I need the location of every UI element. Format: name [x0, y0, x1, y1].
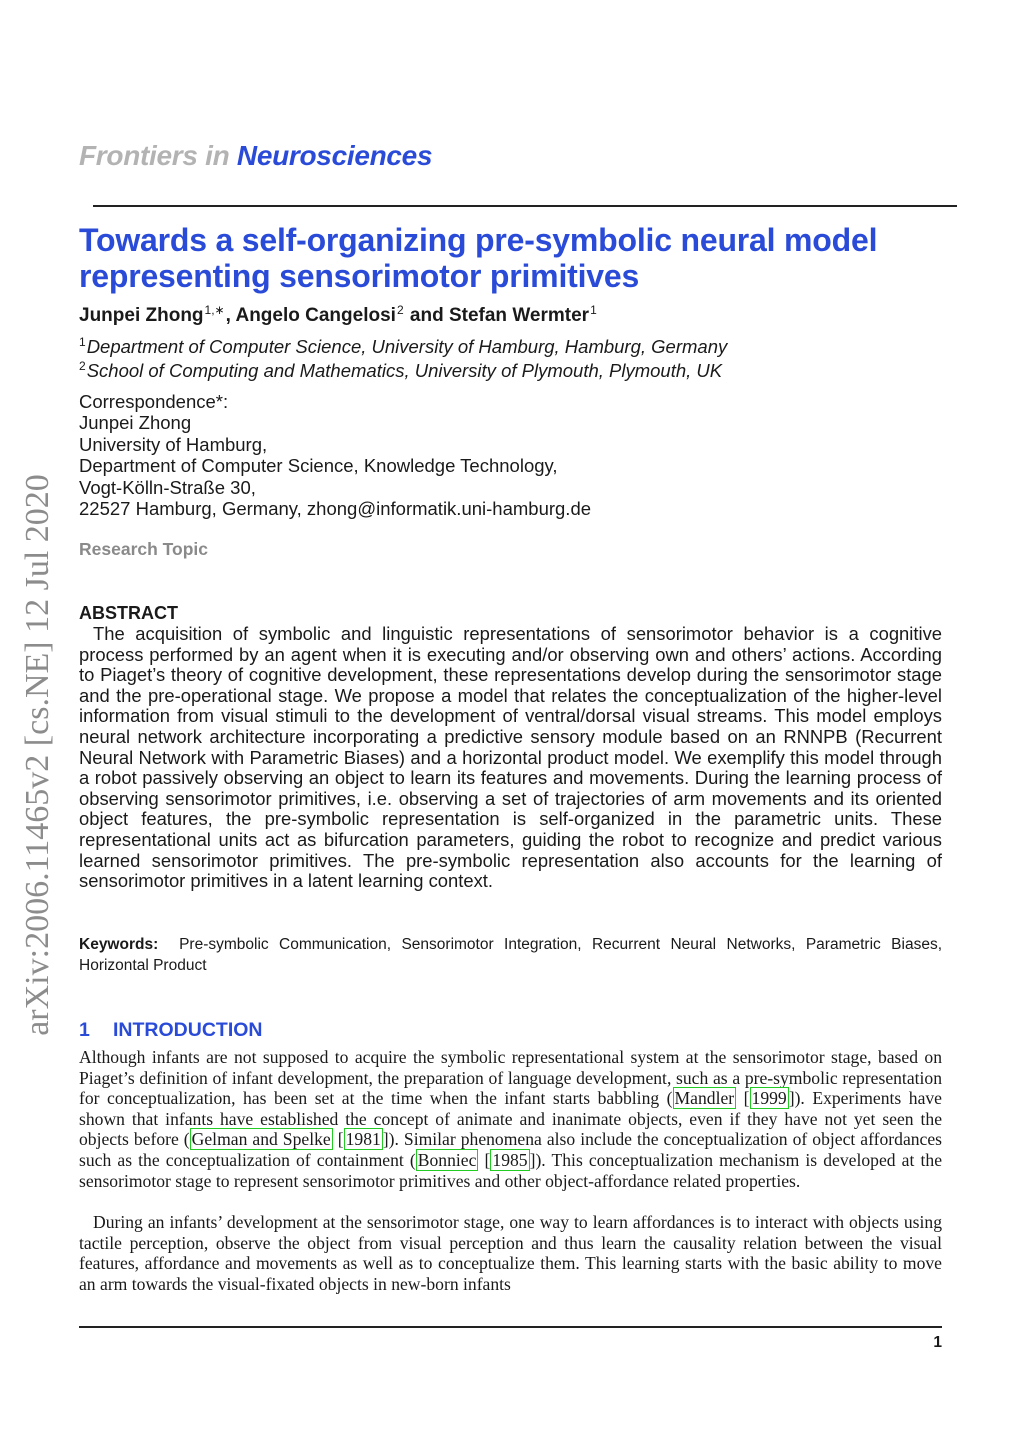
- keywords-text: Pre-symbolic Communication, Sensorimotor Integration, Recurrent Neural Networks, Parametric Biases, Horizontal Product: [79, 936, 942, 974]
- citation-link[interactable]: Bonniec: [417, 1149, 477, 1170]
- author-list: [79, 303, 598, 327]
- correspondence-block: [79, 391, 591, 519]
- author-affiliation-mark: 2: [396, 303, 404, 317]
- paragraph-text: ). This conceptualization mechanism is developed at the sensorimotor stage to represent sensorimotor primitives and other object-affordance related properties.: [79, 1149, 943, 1191]
- citation-year-link[interactable]: 1985: [492, 1149, 528, 1170]
- header-rule: [93, 205, 957, 207]
- page-number: 1: [933, 1334, 942, 1351]
- section-heading: [79, 1019, 263, 1042]
- section-number: 1: [79, 1019, 90, 1041]
- author-affiliation-mark: 1,∗: [204, 303, 225, 317]
- correspondence-line: Department of Computer Science, Knowledge Technology,: [79, 455, 558, 477]
- affiliation-text: Department of Computer Science, University of Hamburg, Hamburg, Germany: [86, 336, 728, 357]
- author-separator: and: [404, 305, 449, 326]
- citation-link[interactable]: Gelman and Spelke: [191, 1129, 331, 1150]
- journal-prefix: Frontiers in: [79, 140, 230, 171]
- abstract-heading: ABSTRACT: [79, 603, 178, 623]
- author-name: Angelo Cangelosi: [235, 305, 396, 326]
- correspondence-line: 22527 Hamburg, Germany, zhong@informatik.uni-hamburg.de: [79, 498, 592, 520]
- affiliation-number: 1: [79, 335, 86, 349]
- paragraph-text: ). Experiments have shown that infants have established the concept of animate and inanimate objects, even if they have not yet seen the objects before (: [79, 1088, 942, 1150]
- author-affiliation-mark: 1: [590, 303, 597, 317]
- journal-name: [79, 140, 432, 172]
- abstract-text: The acquisition of symbolic and linguistic representations of sensorimotor behavior is a cognitive process performed by an agent when it is executing and/or observing own and others’ actions. According to Piaget’s theory of cognitive development, these representations develop during the sensorimotor stage and the pre-operational stage. We propose a model that relates the conceptualization of the higher-level information from visual stimuli to the development of ventral/dorsal visual streams. This model employs neural network architecture incorporating a predictive sensory module based on an RNNPB (Recurrent Neural Network with Parametric Biases) and a horizontal product model. We exemplify this model through a robot passively observing an object to learn its features and movements. During the learning process of observing sensorimotor primitives, i.e. observing a set of trajectories of arm movements and its oriented object features, the pre-symbolic representation is self-organized in the parametric units. These representational units act as bifurcation parameters, guiding the robot to recognize and predict various learned sensorimotor primitives. The pre-symbolic representation also accounts for the learning of sensorimotor primitives in a latent learning context.: [79, 623, 942, 892]
- paper-title: Towards a self-organizing pre-symbolic neural model representing sensorimotor primitives: [79, 222, 878, 294]
- author-separator: ,: [225, 305, 236, 326]
- affiliation: [79, 359, 722, 382]
- section-title: INTRODUCTION: [113, 1019, 263, 1041]
- affiliation-number: 2: [79, 359, 86, 373]
- correspondence-line: Junpei Zhong: [79, 412, 192, 434]
- correspondence-label: Correspondence*:: [79, 391, 229, 412]
- research-topic: Research Topic: [79, 539, 209, 559]
- citation-year-link[interactable]: 1999: [751, 1088, 787, 1109]
- paragraph-text: Although infants are not supposed to acquire the symbolic representational system at the sensorimotor stage, based on Piaget’s definition of infant development, the preparation of language development, such as a pre-symbolic representation for conceptualization, has been set at the time when the infant starts babbling (: [79, 1047, 942, 1109]
- citation-year-link[interactable]: 1981: [345, 1129, 381, 1150]
- correspondence-line: University of Hamburg,: [79, 433, 268, 455]
- author-name: Junpei Zhong: [79, 305, 204, 326]
- paragraph-text: ). Similar phenomena also include the conceptualization of object affordances such as the conceptualization of containment (: [79, 1129, 943, 1170]
- arxiv-identifier[interactable]: arXiv:2006.11465v2 [cs.NE] 12 Jul 2020: [19, 474, 57, 1036]
- citation-link[interactable]: Mandler: [674, 1088, 735, 1109]
- body-paragraph: Although infants are not supposed to acquire the symbolic representational system at the sensorimotor stage, based on Piaget’s definition of infant development, the preparation of language development, such as a pre-symbolic representation for conceptualization, has been set at the time when the infant starts babbling ( Mandler [ 1999 ]). Experiments have shown that infants have established the concept of animate and inanimate objects, even if they have not yet seen the objects before ( Gelman and Spelke [ 1981 ]). Similar phenomena also include the conceptualization of object affordances such as the conceptualization of containment ( Bonniec [ 1985 ]). This conceptualization mechanism is developed at the sensorimotor stage to represent sensorimotor primitives and other object-affordance related properties.: [79, 1047, 943, 1191]
- footer-rule: [79, 1326, 942, 1328]
- author-name: Stefan Wermter: [448, 305, 590, 326]
- arxiv-stamp: [10, 460, 66, 1050]
- affiliation: [79, 335, 727, 358]
- body-paragraph: During an infants’ development at the sensorimotor stage, one way to learn affordances is to interact with objects using tactile perception, observe the object from visual perception and thus learn the causality relation between the visual features, affordance and movements as well as to conceptualize them. This learning starts with the basic ability to move an arm towards the visual-fixated objects in new-born infants: [79, 1212, 942, 1294]
- affiliation-text: School of Computing and Mathematics, University of Plymouth, Plymouth, UK: [86, 360, 723, 381]
- journal-title: Neurosciences: [236, 140, 433, 171]
- correspondence-line: Vogt-Kölln-Straße 30,: [79, 476, 256, 498]
- keywords: [79, 934, 942, 976]
- keywords-label: Keywords:: [79, 936, 159, 953]
